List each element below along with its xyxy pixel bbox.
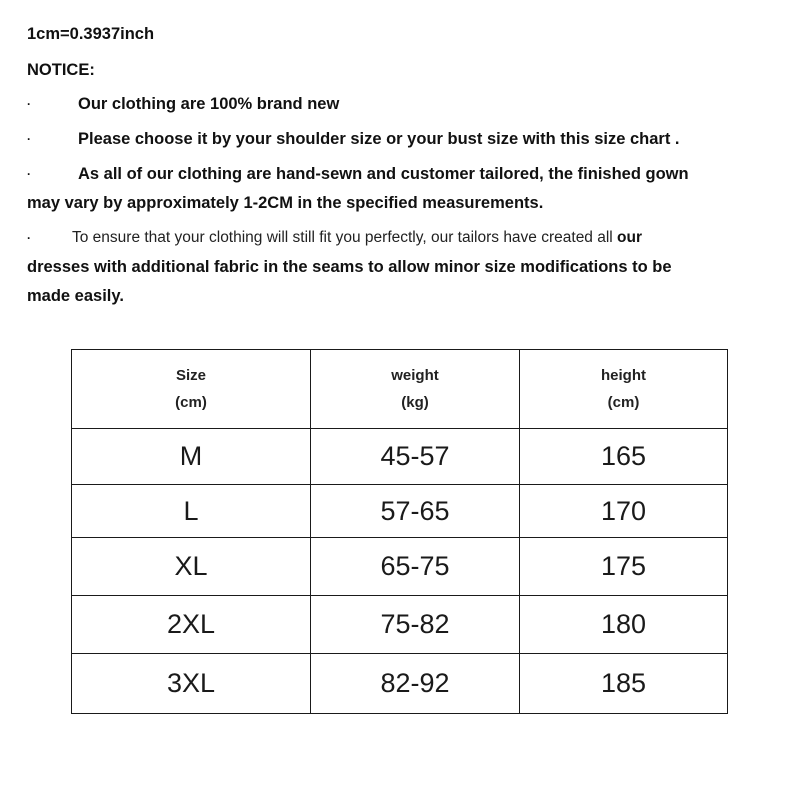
height-cell: 185 [520, 654, 728, 714]
height-cell: 170 [520, 485, 728, 538]
conversion-note: 1cm=0.3937inch [27, 25, 155, 43]
height-cell: 180 [520, 596, 728, 654]
weight-cell: 65-75 [311, 538, 520, 596]
table-row [72, 485, 728, 538]
note-3-line-2: may vary by approximately 1-2CM in the specified measurements. [27, 194, 544, 212]
note-4-line-1-bold: our [612, 229, 643, 246]
height-cell: 165 [520, 429, 728, 485]
header-size-label: Size [175, 367, 206, 384]
header-height [520, 350, 728, 429]
size-cell: XL [72, 538, 311, 596]
note-1: Our clothing are 100% brand new [78, 95, 340, 113]
note-3-line-1: As all of our clothing are hand-sewn and customer tailored, the finished gown [78, 165, 689, 183]
size-cell: 3XL [72, 654, 311, 714]
table-header-row [72, 350, 728, 429]
bullet-3: · [27, 167, 31, 181]
header-weight-label: weight [391, 367, 439, 384]
table-row [72, 538, 728, 596]
header-weight [311, 350, 520, 429]
size-cell: M [72, 429, 311, 485]
note-4-line-2: dresses with additional fabric in the seams to allow minor size modifications to be [27, 258, 672, 276]
height-cell: 175 [520, 538, 728, 596]
weight-cell: 57-65 [311, 485, 520, 538]
bullet-1: · [27, 97, 31, 111]
bullet-2: · [27, 132, 31, 146]
header-size-unit: (cm) [175, 394, 207, 411]
table-row [72, 654, 728, 714]
header-height-unit: (cm) [607, 394, 640, 411]
size-cell: L [72, 485, 311, 538]
weight-cell: 75-82 [311, 596, 520, 654]
size-chart-table [71, 349, 728, 714]
note-4-line-1 [72, 228, 642, 248]
weight-cell: 45-57 [311, 429, 520, 485]
note-4-line-1-regular: To ensure that your clothing will still fit you perfectly, our tailors have created all [72, 229, 613, 246]
table-row [72, 429, 728, 485]
table-row [72, 596, 728, 654]
note-4-line-3: made easily. [27, 287, 124, 305]
header-size [72, 350, 311, 429]
header-height-label: height [601, 367, 646, 384]
note-2: Please choose it by your shoulder size or your bust size with this size chart . [78, 130, 680, 148]
size-cell: 2XL [72, 596, 311, 654]
bullet-4: · [27, 231, 31, 245]
notice-title: NOTICE: [27, 61, 95, 79]
weight-cell: 82-92 [311, 654, 520, 714]
header-weight-unit: (kg) [401, 394, 429, 411]
